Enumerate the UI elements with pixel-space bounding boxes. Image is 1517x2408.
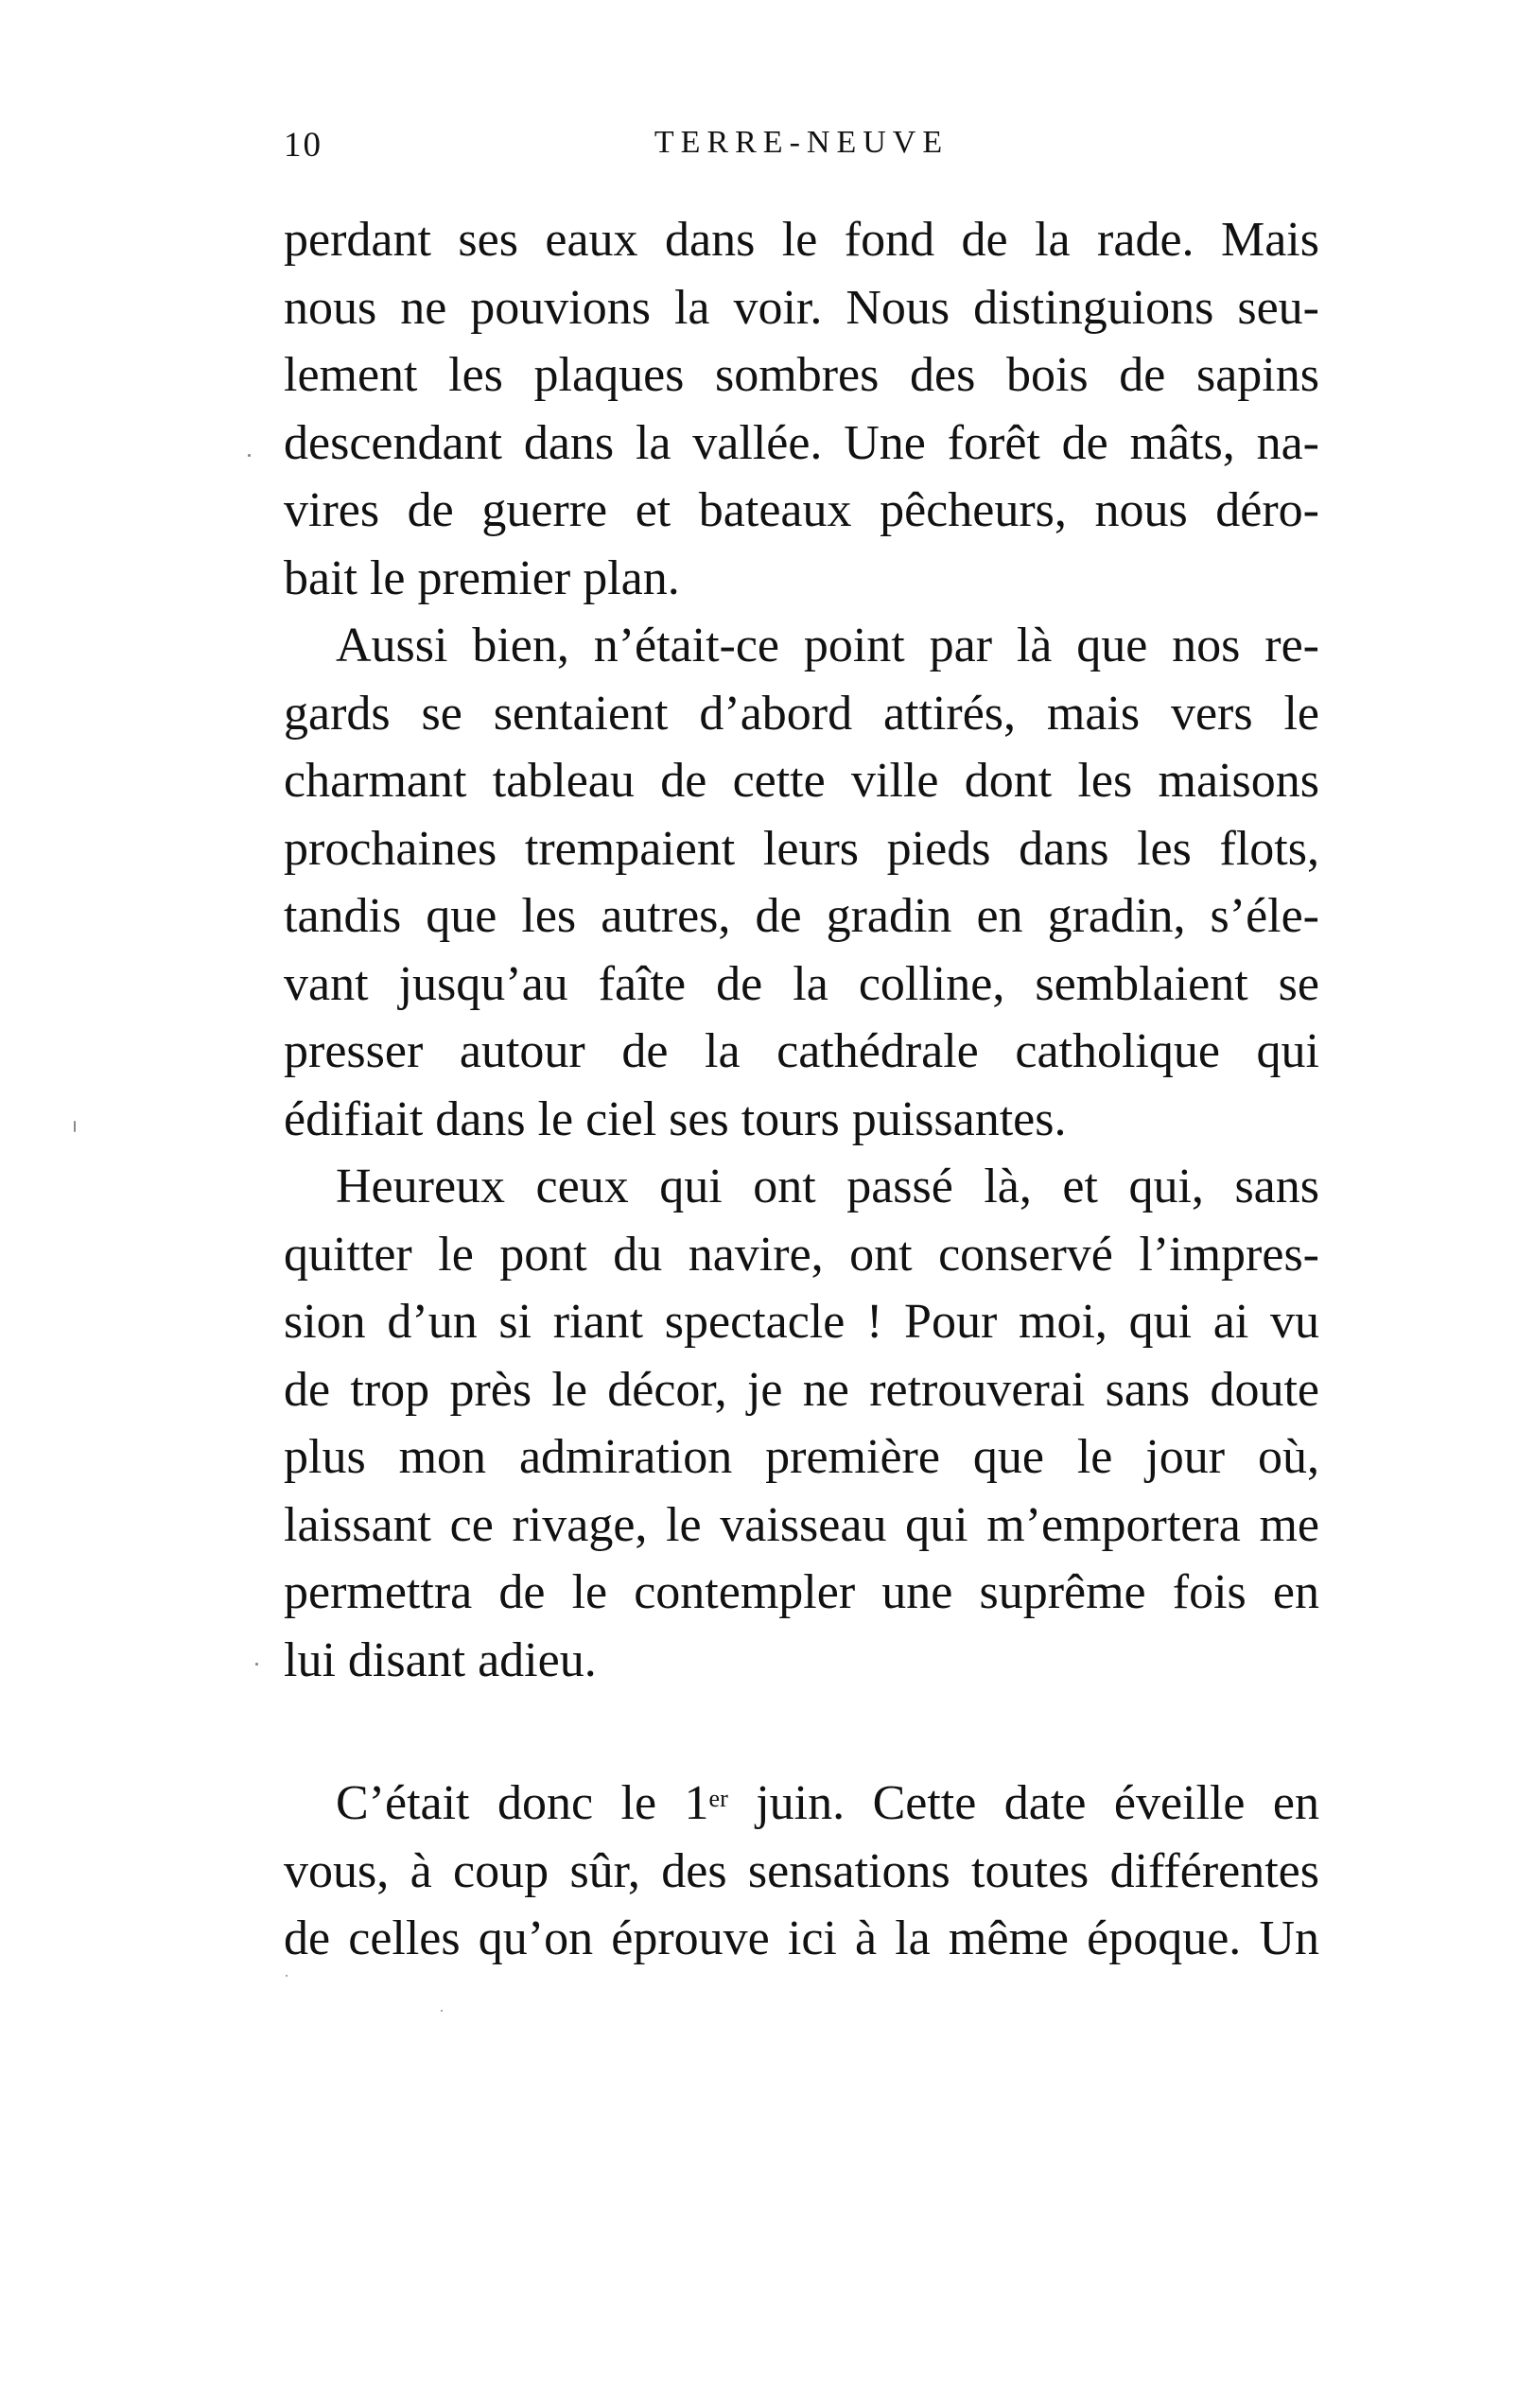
text-line: laissant ce rivage, le vaisseau qui m’emportera me [284, 1497, 1319, 1552]
text-line: sion d’un si riant spectacle ! Pour moi, qui ai vu [284, 1295, 1319, 1349]
text-line: nous ne pouvions la voir. Nous distinguions seu- [284, 280, 1319, 335]
paper-speck [74, 1121, 76, 1132]
running-header [284, 125, 1319, 182]
text-line: édifiait dans le ciel ses tours puissantes. [284, 1091, 1067, 1146]
text-line: descendant dans la vallée. Une forêt de mâts, na- [284, 415, 1319, 470]
text-line: vous, à coup sûr, des sensations toutes différentes [284, 1843, 1319, 1898]
text-line: charmant tableau de cette ville dont les maisons [284, 754, 1319, 808]
text-line: permettra de le contempler une suprême fois en [284, 1565, 1319, 1619]
text-line: presser autour de la cathédrale catholique qui [284, 1024, 1319, 1078]
text-line: quitter le pont du navire, ont conservé l’impres- [284, 1227, 1319, 1282]
running-title: TERRE-NEUVE [654, 125, 950, 160]
text-line: plus mon admiration première que le jour où, [284, 1430, 1319, 1484]
text-line: prochaines trempaient leurs pieds dans les flots, [284, 821, 1319, 876]
text-line: perdant ses eaux dans le fond de la rade. Mais [284, 213, 1319, 267]
text-segment: juin. Cette date éveille en [727, 1776, 1319, 1830]
text-line: lement les plaques sombres des bois de sapins [284, 348, 1319, 402]
text-line: tandis que les autres, de gradin en gradin, s’éle- [284, 889, 1319, 943]
text-line: Heureux ceux qui ont passé là, et qui, sans [336, 1160, 1319, 1213]
text-segment: C’était donc le 1 [336, 1776, 709, 1830]
paper-speck [248, 454, 251, 457]
ordinal-superscript: er [708, 1785, 728, 1812]
text-line: bait le premier plan. [284, 550, 680, 605]
page-number: 10 [284, 126, 323, 165]
text-line: Aussi bien, n’était-ce point par là que nos re- [336, 619, 1319, 672]
body-text [284, 206, 1319, 1973]
text-line: lui disant adieu. [284, 1632, 597, 1687]
paragraph-1 [284, 206, 1319, 612]
paper-speck [255, 1663, 258, 1666]
paragraph-3 [284, 1153, 1319, 1694]
paragraph-2 [284, 612, 1319, 1153]
paper-speck [286, 1975, 288, 1977]
paragraph-4 [284, 1770, 1319, 1973]
text-line: de trop près le décor, je ne retrouverai sans doute [284, 1362, 1319, 1417]
text-line: gards se sentaient d’abord attirés, mais vers le [284, 686, 1319, 741]
section-break [284, 1694, 1319, 1770]
text-line: vant jusqu’au faîte de la colline, semblaient se [284, 956, 1319, 1011]
text-line [284, 1770, 1319, 1838]
text-line: de celles qu’on éprouve ici à la même époque. Un [284, 1911, 1319, 1965]
paper-speck [441, 2010, 443, 2012]
text-line: vires de guerre et bateaux pêcheurs, nous déro- [284, 483, 1319, 537]
